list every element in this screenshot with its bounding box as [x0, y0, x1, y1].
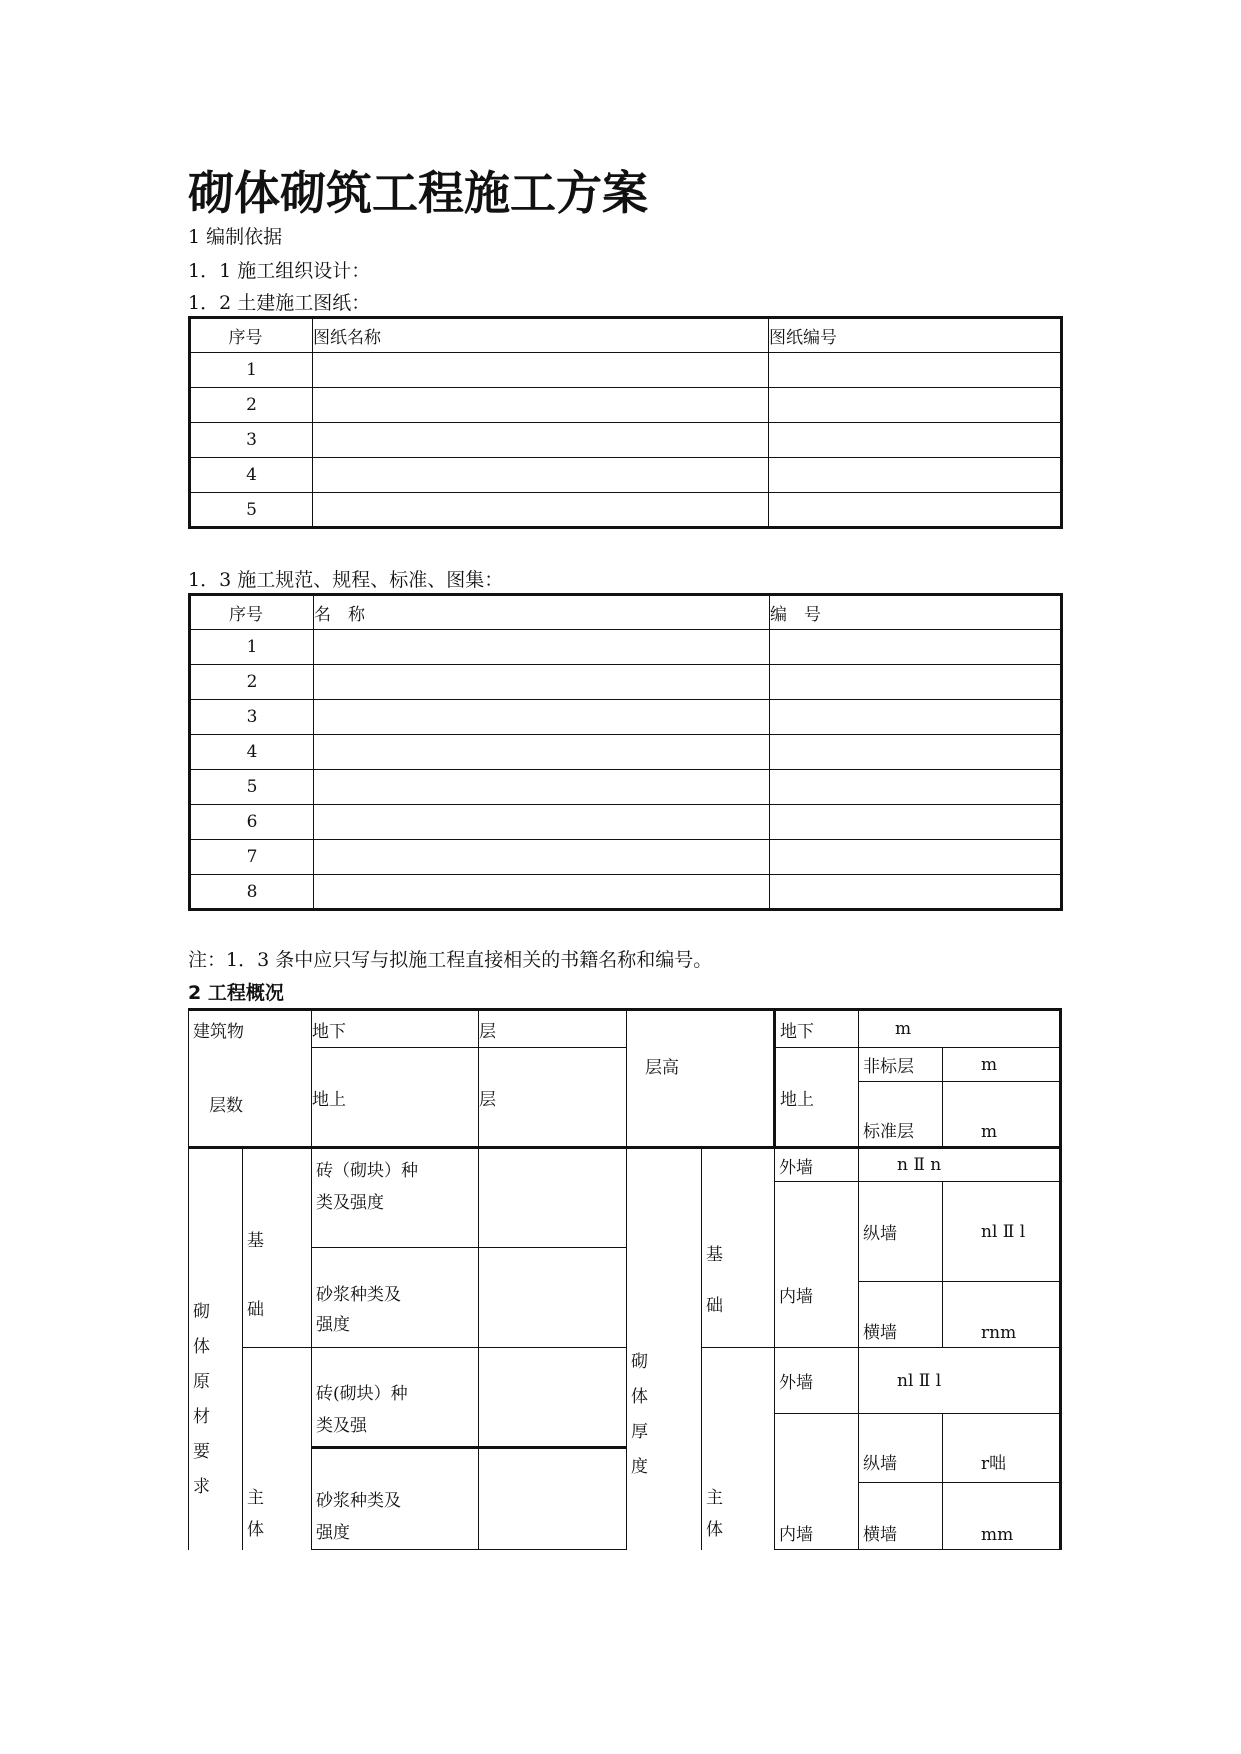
foundation-long-wall-label: 纵墙 [859, 1182, 943, 1282]
row-index: 6 [190, 805, 314, 840]
building-label: 建筑物 [193, 1022, 244, 1042]
cell-drawing-number[interactable] [769, 388, 1062, 423]
row-index: 2 [190, 665, 314, 700]
subsection-construction-design: 1．1 施工组织设计： [188, 260, 371, 282]
overview-table [188, 1008, 1062, 1550]
cell-name[interactable] [314, 770, 770, 805]
underground-label: 地下 [312, 1010, 479, 1048]
table-row [190, 840, 1062, 875]
row-index: 5 [190, 770, 314, 805]
main-structure-label: 主 体 [243, 1348, 312, 1550]
row-index: 3 [190, 423, 313, 458]
cell-name[interactable] [314, 700, 770, 735]
row-index: 7 [190, 840, 314, 875]
cell-number[interactable] [770, 630, 1062, 665]
floor-height-aboveground-label: 地上 [775, 1048, 859, 1148]
table-row [190, 493, 1062, 528]
cell-name[interactable] [314, 805, 770, 840]
subsection-drawings: 1．2 土建施工图纸： [188, 292, 371, 314]
cell-number[interactable] [770, 665, 1062, 700]
foundation-mortar-label: 砂浆种类及 强度 [312, 1248, 479, 1348]
cell-number[interactable] [770, 875, 1062, 910]
floors-label: 层数 [209, 1096, 243, 1116]
main-mortar-value[interactable] [479, 1448, 627, 1550]
cell-name[interactable] [314, 630, 770, 665]
building-floors-label [189, 1010, 312, 1148]
foundation-brick-type-value[interactable] [479, 1148, 627, 1248]
table-row [190, 388, 1062, 423]
table-header-row [190, 318, 1062, 353]
header-drawing-number: 图纸编号 [769, 318, 1062, 353]
material-requirements-label: 砌 体 原 材 要 求 [189, 1148, 243, 1550]
foundation-mortar-value[interactable] [479, 1248, 627, 1348]
cell-drawing-number[interactable] [769, 353, 1062, 388]
non-standard-height-unit: m [943, 1048, 1061, 1082]
cell-name[interactable] [314, 840, 770, 875]
cell-drawing-name[interactable] [313, 423, 769, 458]
table-row [190, 770, 1062, 805]
page-title: 砌体砌筑工程施工方案 [188, 166, 648, 220]
standard-height-unit: m [943, 1082, 1061, 1148]
foundation-cross-wall-label: 横墙 [859, 1282, 943, 1348]
table-row [190, 875, 1062, 910]
masonry-thickness-label: 砌 体 厚 度 [627, 1148, 702, 1550]
header-index: 序号 [190, 595, 314, 630]
main-long-wall-label: 纵墙 [859, 1414, 943, 1483]
main-brick-type-label: 砖(砌块）种 类及强 [312, 1348, 479, 1448]
section-heading-overview: 2 工程概况 [188, 982, 284, 1004]
main-cross-wall-label: 横墙 [859, 1482, 943, 1549]
table-row [190, 353, 1062, 388]
row-index: 1 [190, 353, 313, 388]
cell-drawing-name[interactable] [313, 388, 769, 423]
table-row [190, 630, 1062, 665]
foundation-long-wall-value: nl Ⅱ l [943, 1182, 1061, 1282]
header-name: 名 称 [314, 595, 770, 630]
table-row [190, 458, 1062, 493]
row-index: 1 [190, 630, 314, 665]
foundation-cross-wall-value: rnm [943, 1282, 1061, 1348]
row-index: 8 [190, 875, 314, 910]
cell-name[interactable] [314, 735, 770, 770]
foundation-inner-wall-label: 内墙 [775, 1182, 859, 1348]
foundation-outer-wall-value: n Ⅱ n [859, 1148, 1061, 1182]
subsection-standards: 1．3 施工规范、规程、标准、图集： [188, 569, 504, 591]
header-index: 序号 [190, 318, 313, 353]
standard-floor-label: 标准层 [859, 1082, 943, 1148]
note-text: 注：1．3 条中应只写与拟施工程直接相关的书籍名称和编号。 [188, 949, 713, 971]
cell-drawing-number[interactable] [769, 493, 1062, 528]
table-row [190, 700, 1062, 735]
table-header-row [190, 595, 1062, 630]
thickness-foundation-label: 基 础 [702, 1148, 775, 1348]
cell-drawing-number[interactable] [769, 423, 1062, 458]
cell-name[interactable] [314, 875, 770, 910]
aboveground-floors-unit: 层 [479, 1048, 627, 1148]
table-row [190, 805, 1062, 840]
section-heading-basis: 1 编制依据 [188, 226, 283, 248]
main-outer-wall-label: 外墙 [775, 1348, 859, 1414]
foundation-outer-wall-label: 外墙 [775, 1148, 859, 1182]
row-index: 2 [190, 388, 313, 423]
table-row [190, 665, 1062, 700]
drawings-table [188, 316, 1063, 529]
table-row [190, 735, 1062, 770]
row-index: 4 [190, 735, 314, 770]
underground-height-unit: m [859, 1010, 1061, 1048]
thickness-main-label: 主 体 [702, 1348, 775, 1550]
row-index: 5 [190, 493, 313, 528]
main-long-wall-value: r咄 [943, 1414, 1061, 1483]
row-index: 4 [190, 458, 313, 493]
foundation-brick-type-label: 砖（砌块）种 类及强度 [312, 1148, 479, 1248]
row-index: 3 [190, 700, 314, 735]
header-number: 编 号 [770, 595, 1062, 630]
cell-number[interactable] [770, 700, 1062, 735]
aboveground-label: 地上 [312, 1048, 479, 1148]
cell-number[interactable] [770, 805, 1062, 840]
cell-number[interactable] [770, 840, 1062, 875]
foundation-label: 基 础 [243, 1148, 312, 1348]
main-inner-wall-label: 内墙 [775, 1414, 859, 1550]
cell-drawing-name[interactable] [313, 493, 769, 528]
cell-number[interactable] [770, 770, 1062, 805]
underground-floors-unit: 层 [479, 1010, 627, 1048]
non-standard-floor-label: 非标层 [859, 1048, 943, 1082]
cell-name[interactable] [314, 665, 770, 700]
floor-height-label: 层高 [627, 1010, 775, 1148]
cell-drawing-name[interactable] [313, 458, 769, 493]
cell-number[interactable] [770, 735, 1062, 770]
main-mortar-label: 砂浆种类及 强度 [312, 1448, 479, 1550]
cell-drawing-name[interactable] [313, 353, 769, 388]
standards-table [188, 593, 1063, 911]
main-cross-wall-value: mm [943, 1482, 1061, 1549]
main-brick-type-value[interactable] [479, 1348, 627, 1448]
table-row [190, 423, 1062, 458]
header-drawing-name: 图纸名称 [313, 318, 769, 353]
cell-drawing-number[interactable] [769, 458, 1062, 493]
main-outer-wall-value: nl Ⅱ l [859, 1348, 1061, 1414]
floor-height-underground-label: 地下 [775, 1010, 859, 1048]
